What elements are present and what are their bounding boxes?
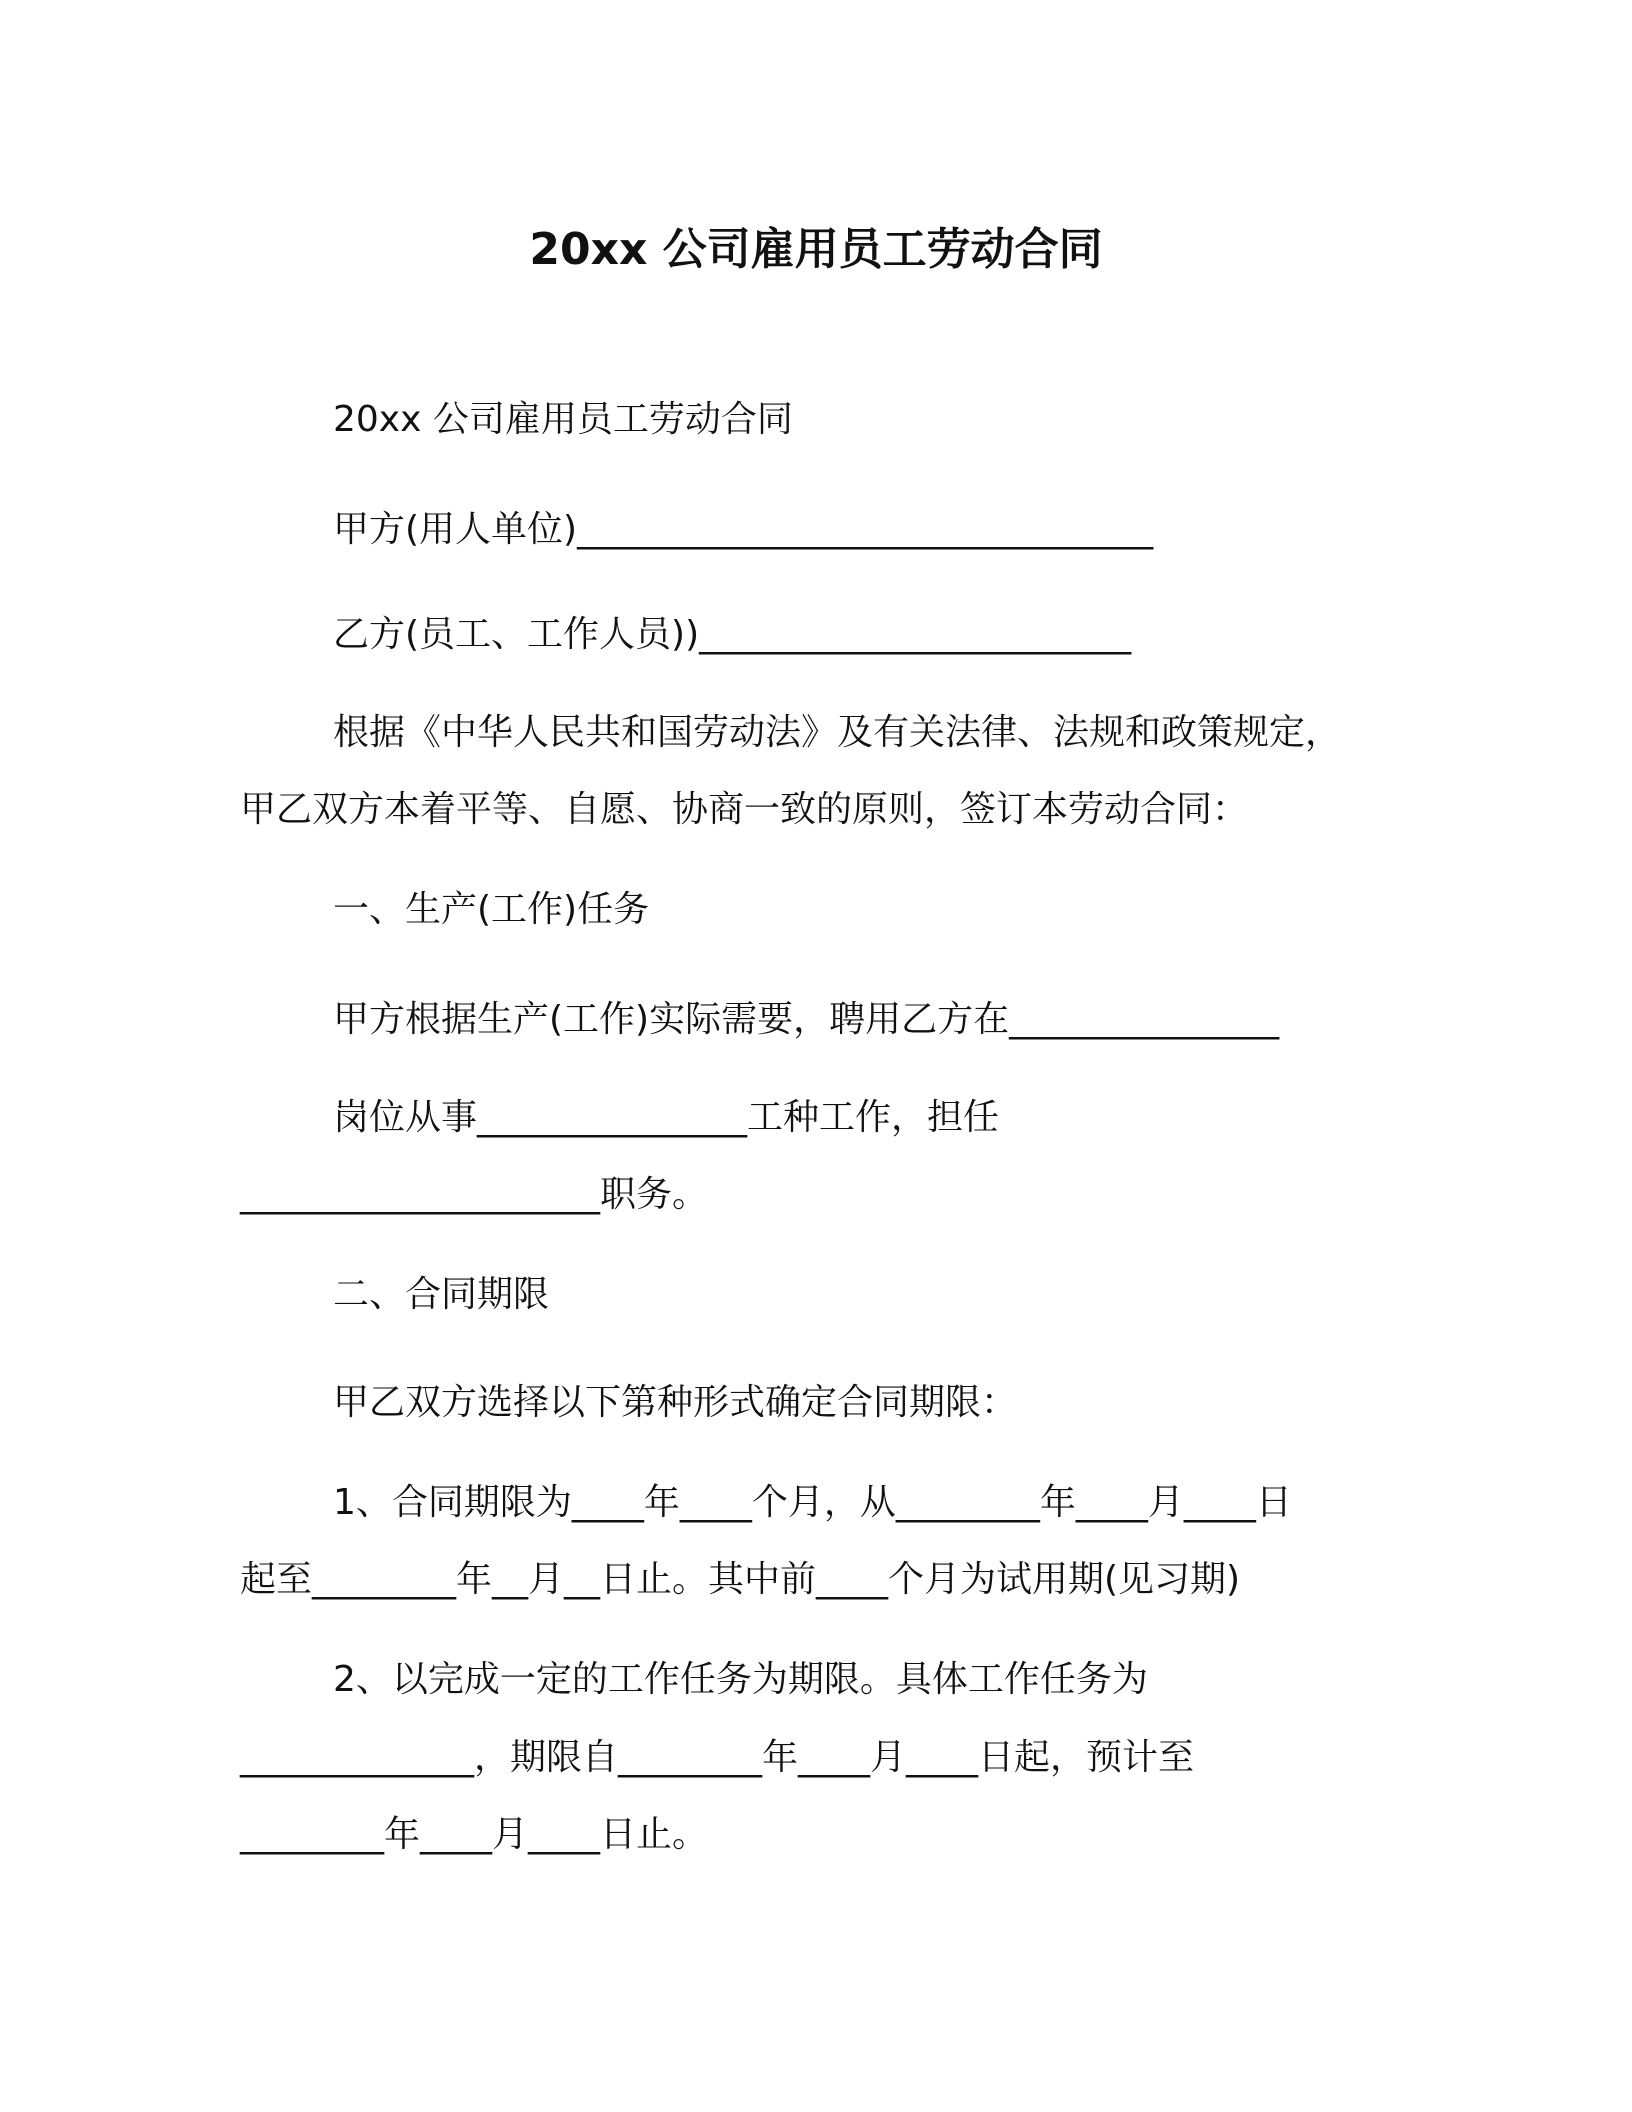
section-2-intro: 甲乙双方选择以下第种形式确定合同期限： [333, 1382, 1018, 1423]
section-1-line-2: 岗位从事_______________工种工作，担任 [333, 1097, 1000, 1138]
section-2-heading: 二、合同期限 [333, 1274, 550, 1315]
term-option-1-line-2: 起至________年__月__日止。其中前____个月为试用期(见习期) [240, 1559, 1241, 1600]
term-option-2-line-3: ________年____月____日止。 [240, 1814, 709, 1855]
contract-subtitle: 20xx 公司雇用员工劳动合同 [333, 399, 793, 440]
party-b-line: 乙方(员工、工作人员))________________________ [333, 614, 1132, 655]
preamble-line-1: 根据《中华人民共和国劳动法》及有关法律、法规和政策规定， [333, 712, 1342, 753]
document-title: 20xx 公司雇用员工劳动合同 [529, 224, 1103, 275]
section-1-line-1: 甲方根据生产(工作)实际需要，聘用乙方在_______________ [333, 999, 1280, 1040]
section-1-line-3: ____________________职务。 [240, 1174, 709, 1215]
term-option-2-line-1: 2、以完成一定的工作任务为期限。具体工作任务为 [333, 1659, 1148, 1700]
term-option-2-line-2: _____________，期限自________年____月____日起，预计至 [240, 1737, 1195, 1778]
section-1-heading: 一、生产(工作)任务 [333, 889, 650, 930]
preamble-line-2: 甲乙双方本着平等、自愿、协商一致的原则，签订本劳动合同： [240, 789, 1249, 830]
party-a-line: 甲方(用人单位)________________________________ [333, 509, 1154, 550]
term-option-1-line-1: 1、合同期限为____年____个月，从________年____月____日 [333, 1482, 1292, 1523]
